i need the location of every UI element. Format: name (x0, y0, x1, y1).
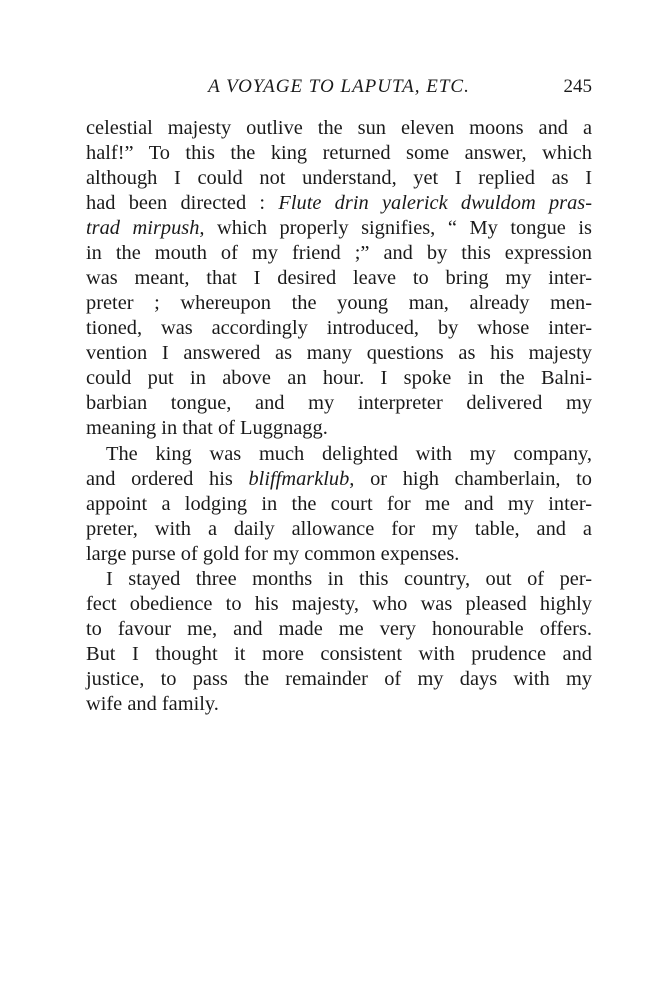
text-line (86, 216, 592, 240)
text-segment: and ordered his (86, 468, 249, 490)
text-line: wife and family. (86, 693, 219, 715)
text-line: I stayed three months in this country, out of per- (106, 568, 592, 590)
text-line: was meant, that I desired leave to bring my inter- (86, 267, 592, 289)
running-title: A VOYAGE TO LAPUTA, ETC. (208, 76, 470, 97)
page-number: 245 (563, 76, 592, 97)
text-segment: which properly signifies, “ My tongue is (204, 217, 592, 239)
text-line: fect obedience to his majesty, who was pleased highly (86, 593, 592, 615)
phrase-laputian: Flute drin yalerick dwuldom pras- (278, 192, 592, 214)
text-line: preter ; whereupon the young man, already men- (86, 292, 592, 314)
page-header (86, 76, 592, 102)
text-line: appoint a lodging in the court for me and my inter- (86, 493, 592, 515)
text-line: vention I answered as many questions as his majesty (86, 342, 592, 364)
phrase-laputian-cont: trad mirpush, (86, 217, 205, 239)
text-line: meaning in that of Luggnagg. (86, 417, 328, 439)
text-segment: had been directed : (86, 192, 279, 214)
text-line (86, 191, 592, 215)
text-line: The king was much delighted with my company, (106, 443, 592, 465)
text-line: large purse of gold for my common expenses. (86, 543, 460, 565)
text-segment: or high chamberlain, to (354, 468, 593, 490)
text-line: But I thought it more consistent with prudence and (86, 643, 592, 665)
text-line: tioned, was accordingly introduced, by whose inter- (86, 317, 592, 339)
text-line: half!” To this the king returned some answer, which (86, 142, 592, 164)
text-line: celestial majesty outlive the sun eleven moons and a (86, 117, 592, 139)
text-line: could put in above an hour. I spoke in the Balni- (86, 367, 592, 389)
text-line: barbian tongue, and my interpreter delivered my (86, 392, 592, 414)
text-line: justice, to pass the remainder of my days with my (86, 668, 592, 690)
text-line: in the mouth of my friend ;” and by this expression (86, 242, 592, 264)
text-line: although I could not understand, yet I replied as I (86, 167, 592, 189)
text-line: to favour me, and made me very honourable offers. (86, 618, 592, 640)
text-line (86, 467, 592, 491)
term-bliffmarklub: bliffmarklub, (248, 468, 355, 490)
text-line: preter, with a daily allowance for my table, and a (86, 518, 592, 540)
